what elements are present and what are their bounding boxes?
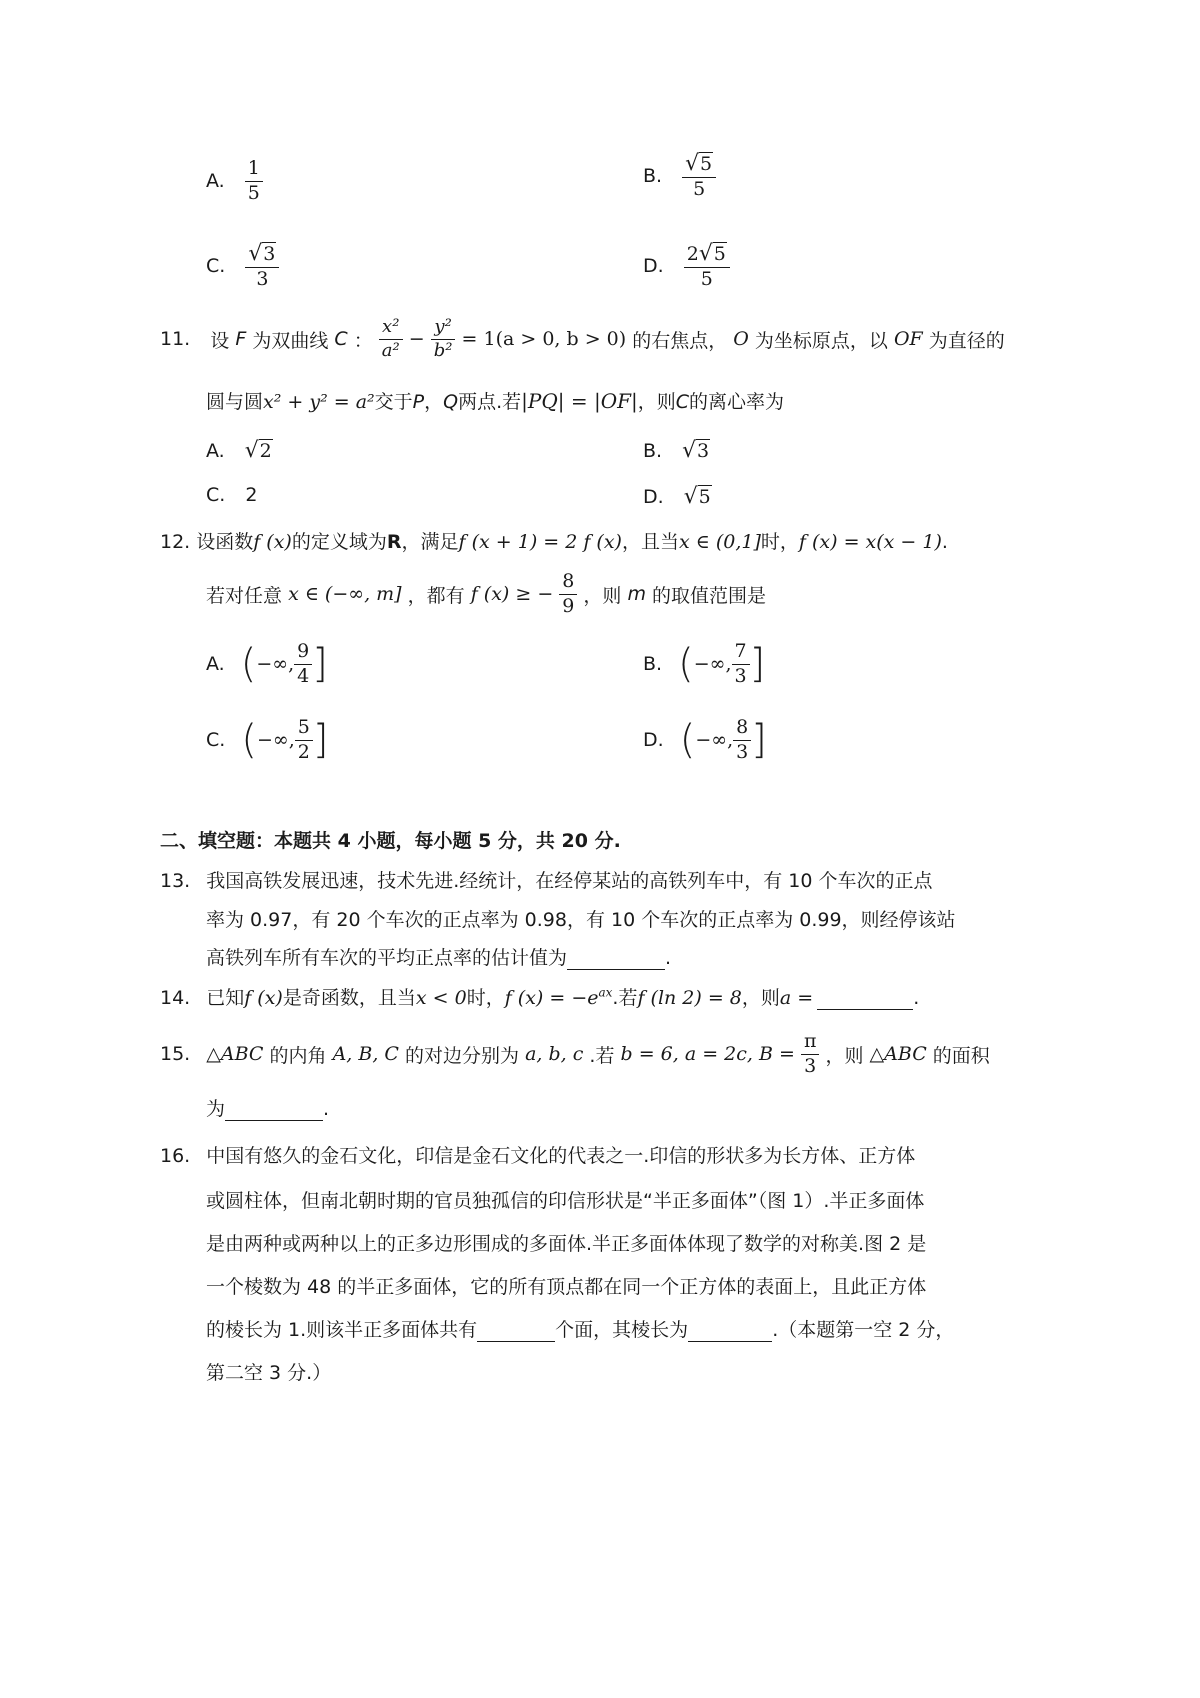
numerator: π — [801, 1030, 820, 1055]
text: ，则 — [825, 1044, 864, 1067]
text: 的定义域为 — [291, 531, 387, 553]
sides: a, b, c — [525, 1043, 584, 1066]
var-q: Q — [443, 391, 459, 413]
numerator: x² — [379, 316, 403, 340]
fraction — [682, 150, 716, 202]
q10-option-b — [643, 150, 716, 202]
numerator: 2√5 — [684, 240, 730, 268]
var-m: m — [627, 583, 646, 606]
text: 设 — [210, 329, 230, 352]
left-paren: ( — [241, 717, 257, 764]
q14-line — [160, 983, 919, 1010]
q13-line1 — [160, 866, 933, 893]
text: 设函数 — [196, 531, 254, 553]
text: 为双曲线 — [252, 329, 329, 352]
right-bracket: ] — [312, 717, 329, 764]
text: ，都有 — [407, 584, 465, 607]
q12-option-b — [643, 640, 765, 689]
numerator: 5 — [295, 716, 313, 741]
q16-line1 — [160, 1141, 915, 1168]
var-f: F — [235, 328, 247, 350]
numerator: √5 — [682, 150, 716, 178]
q12-line1 — [160, 527, 948, 554]
text: ，则 — [637, 391, 676, 413]
question-number: 13. — [160, 870, 191, 892]
function-f: f (x) — [253, 531, 292, 553]
radical: √3 — [682, 438, 710, 463]
angles: A, B, C — [332, 1043, 399, 1066]
option-label: B. — [643, 653, 663, 676]
q16-line4: 一个棱数为 48 的半正多面体，它的所有顶点都在同一个正方体的表面上，且此正方体 — [206, 1276, 927, 1298]
option-value: 2 — [245, 484, 258, 506]
text: 时， — [760, 531, 799, 553]
q11-option-b — [643, 438, 710, 463]
text: 的右焦点， — [632, 329, 728, 352]
q13-line2: 率为 0.97，有 20 个车次的正点率为 0.98，有 10 个车次的正点率为 0.99，则经停该站 — [206, 909, 956, 931]
neg-infinity: −∞, — [693, 653, 732, 676]
text: ： — [353, 329, 373, 352]
q12-option-d — [643, 716, 767, 765]
denominator: 3 — [804, 1054, 817, 1077]
section-heading: 二、填空题：本题共 4 小题，每小题 5 分，共 20 分. — [160, 830, 621, 852]
numerator: 1 — [245, 157, 263, 182]
text: 的取值范围是 — [652, 584, 767, 607]
left-paren: ( — [678, 641, 694, 688]
fraction-pi-3 — [801, 1030, 820, 1079]
q16-line5 — [206, 1315, 954, 1342]
text: ，则 — [741, 987, 780, 1009]
denominator: 2 — [297, 740, 310, 763]
q12-option-c — [206, 716, 328, 765]
triangle-abc: △ABC — [206, 1043, 264, 1066]
fraction — [294, 640, 312, 689]
var-c: C — [334, 328, 348, 350]
option-label: A. — [206, 170, 225, 193]
answer-blank[interactable] — [225, 1098, 323, 1121]
fraction-y2-b2 — [431, 316, 456, 362]
question-number: 14. — [160, 987, 191, 1009]
radical: √5 — [683, 484, 711, 509]
equation: f (ln 2) = 8 — [637, 987, 742, 1009]
neg-infinity: −∞, — [695, 729, 734, 752]
denominator: b² — [433, 339, 453, 361]
option-label: D. — [643, 486, 664, 508]
numerator: √3 — [245, 240, 279, 268]
text: 为坐标原点，以 — [754, 329, 888, 352]
text: 若对任意 — [206, 584, 283, 607]
text: ， — [424, 391, 444, 413]
text: 时， — [466, 987, 505, 1009]
text: 的棱长为 1.则该半正多面体共有 — [206, 1319, 478, 1341]
neg-infinity: −∞, — [256, 729, 295, 752]
text: 的内角 — [269, 1044, 327, 1067]
option-label: C. — [206, 484, 226, 506]
option-label: D. — [643, 729, 664, 752]
var-o: O — [733, 328, 749, 350]
neg-infinity: −∞, — [256, 653, 295, 676]
fraction — [559, 570, 577, 619]
text: ，且当 — [621, 531, 679, 553]
question-number: 15. — [160, 1043, 191, 1066]
q15-line1 — [160, 1030, 990, 1079]
denominator: 5 — [700, 268, 713, 291]
text: 为直径的 — [928, 329, 1005, 352]
inequality: f (x) ≥ − — [470, 583, 554, 606]
triangle-abc: △ABC — [869, 1043, 927, 1066]
right-bracket: ] — [312, 641, 328, 688]
option-label: B. — [643, 440, 663, 462]
right-bracket: ] — [749, 641, 766, 688]
function-f: f (x) — [244, 987, 283, 1009]
text: .（本题第一空 2 分， — [772, 1319, 955, 1341]
fraction — [733, 716, 751, 765]
text: . — [941, 531, 948, 553]
set-r: R — [386, 531, 402, 553]
text: .若 — [612, 987, 638, 1009]
text: . — [913, 987, 920, 1009]
equation-rest: = 1(a > 0, b > 0) — [461, 328, 627, 350]
equation: f (x) = −e — [504, 987, 599, 1009]
equation: f (x + 1) = 2 f (x) — [458, 531, 622, 553]
var-c: C — [675, 391, 690, 413]
text: 的对边分别为 — [405, 1044, 520, 1067]
text: 中国有悠久的金石文化，印信是金石文化的代表之一.印信的形状多为长方体、正方体 — [206, 1145, 916, 1167]
text: 两点.若 — [458, 391, 522, 413]
condition: b = 6, a = 2c, B = — [620, 1043, 795, 1066]
var-a-equals: a = — [779, 987, 814, 1009]
numerator: 7 — [732, 640, 750, 665]
q10-option-d — [643, 240, 730, 292]
denominator: 4 — [297, 664, 310, 687]
exponent: ax — [598, 985, 613, 1000]
q11-option-d — [643, 484, 712, 509]
denominator: 5 — [693, 178, 706, 201]
text: 是奇函数，且当 — [282, 987, 416, 1009]
answer-blank-faces[interactable] — [477, 1319, 555, 1342]
option-label: A. — [206, 653, 225, 676]
option-label: C. — [206, 255, 226, 278]
q12-option-a — [206, 640, 328, 689]
text: 高铁列车所有车次的平均正点率的估计值为 — [206, 947, 568, 969]
text: . — [665, 947, 672, 969]
question-number: 12. — [160, 531, 191, 553]
q10-option-c — [206, 240, 279, 292]
option-label: A. — [206, 440, 225, 462]
answer-blank-edge[interactable] — [688, 1319, 772, 1342]
text: .若 — [589, 1044, 615, 1067]
denominator: a² — [381, 339, 400, 361]
minus: − — [408, 328, 425, 350]
text: 已知 — [206, 987, 245, 1009]
q11-option-c — [206, 484, 257, 506]
text: . — [323, 1098, 330, 1120]
equation: f (x) = x(x − 1) — [798, 531, 942, 553]
fraction-x2-a2 — [379, 316, 403, 362]
denominator: 9 — [562, 594, 575, 617]
right-bracket: ] — [751, 717, 767, 764]
left-paren: ( — [679, 717, 696, 764]
var-p: P — [412, 391, 425, 413]
q16-line6: 第二空 3 分.） — [206, 1362, 332, 1384]
text: ，满足 — [401, 531, 459, 553]
text: 交于 — [374, 391, 413, 413]
condition: x ∈ (0,1] — [679, 531, 761, 553]
text: ，则 — [583, 584, 622, 607]
answer-blank[interactable] — [817, 987, 913, 1010]
numerator: 8 — [733, 716, 751, 741]
denominator: 3 — [734, 664, 747, 687]
text: 的离心率为 — [689, 391, 785, 413]
fraction — [295, 716, 313, 765]
q16-line2: 或圆柱体，但南北朝时期的官员独孤信的印信形状是“半正多面体”（图 1）.半正多面体 — [206, 1190, 925, 1212]
denominator: 3 — [736, 740, 749, 763]
numerator: y² — [431, 316, 456, 340]
option-label: D. — [643, 255, 664, 278]
fraction — [245, 157, 263, 206]
var-of: OF — [893, 328, 923, 350]
condition: x < 0 — [415, 987, 467, 1009]
text: 我国高铁发展迅速，技术先进.经统计，在经停某站的高铁列车中，有 10 个车次的正点 — [206, 870, 933, 892]
q11-line2 — [206, 387, 784, 414]
text: 的面积 — [932, 1044, 990, 1067]
denominator: 5 — [247, 181, 260, 204]
fraction — [684, 240, 730, 292]
abs-equation: |PQ| = |OF| — [521, 389, 638, 413]
text: 个面，其棱长为 — [555, 1319, 689, 1341]
q16-line3: 是由两种或两种以上的正多边形围成的多面体.半正多面体体现了数学的对称美.图 2 是 — [206, 1233, 927, 1255]
q11-line1 — [160, 316, 1005, 362]
q12-line2 — [206, 570, 766, 619]
answer-blank[interactable] — [567, 947, 665, 970]
denominator: 3 — [256, 268, 269, 291]
text: 圆与圆 — [206, 391, 264, 413]
range: x ∈ (−∞, m] — [288, 583, 402, 606]
circle-equation: x² + y² = a² — [263, 391, 375, 413]
option-label: C. — [206, 729, 226, 752]
numerator: 8 — [559, 570, 577, 595]
numerator: 9 — [294, 640, 312, 665]
fraction — [732, 640, 750, 689]
question-number: 16. — [160, 1145, 191, 1167]
q10-option-a — [206, 157, 263, 206]
question-number: 11. — [160, 328, 191, 350]
q11-option-a — [206, 438, 273, 463]
radical: √2 — [244, 438, 272, 463]
fraction — [245, 240, 279, 292]
q15-line2 — [206, 1094, 329, 1121]
text: 为 — [206, 1098, 226, 1120]
left-paren: ( — [240, 641, 257, 688]
option-label: B. — [643, 165, 663, 188]
q13-line3 — [206, 943, 671, 970]
